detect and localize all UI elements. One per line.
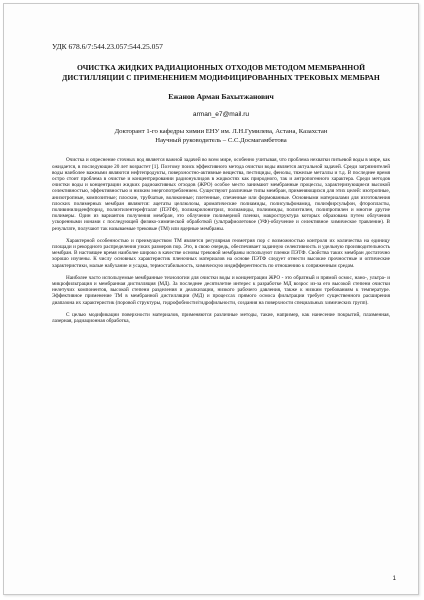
author-affiliation: Докторант 1-го кафедры химии ЕНУ им. Л.Н.Гумилева, Астана, Казахстан (114, 128, 328, 136)
scientific-advisor: Научный руководитель – С.С.Досмагамбетова (155, 136, 287, 144)
page-number: 1 (392, 576, 396, 582)
paper-title: ОЧИСТКА ЖИДКИХ РАДИАЦИОННЫХ ОТХОДОВ МЕТОДОМ МЕМБРАННОЙ ДИСТИЛЛЯЦИИ С ПРИМЕНЕНИЕМ МОДИФИЦИРОВАННЫХ ТРЕКОВЫХ МЕМБРАН (62, 63, 380, 82)
page-content (52, 42, 390, 324)
author-name: Ежанов Арман Бахытжанович (168, 92, 274, 102)
document-page (3, 3, 419, 595)
udc-code: УДК 678.6/7:544.23.057:544.25.057 (52, 42, 163, 51)
body-paragraph: Характерной особенностью и преимуществом ТМ является регулярная геометрия пор с возможностью контроля их количества на единицу площади и рекордного распределения узких размеров пор. Это, в свою очередь, обеспечивает заданную селективность и удельную производительность мембран. В настоящее время наиболее широко в качестве основы трековой мембраны используют пленки ПЭТФ. Свойства таких мембран достаточно хорошо изучены. К числу основных характеристик пленочных материалов на основе ПЭТФ следует отнести высокие прочностные и оптические характеристики, малые набухание и усадка, термостабильность, химическую индифферентность по отношению к сопряженным средам. (52, 237, 390, 269)
author-email: arman_e7@mail.ru (192, 111, 250, 119)
body-paragraph: Наиболее часто используемые мембранные технологии для очистки воды и концентрации ЖРО - это обратный и прямой осмос, нано-, ультра- и микрофильтрация и мембранная дистилляция (МД). За последнее десятилетие интерес к разработке МД возрос из-за его высокой степени очистки нелетучих компонентов, высокой степени разделения и деалкизации, низкого рабочего давления, также к низким требованиям к температуре. Эффективное применение ТМ в мембранной дистилляции (МД) и процессах прямого осмоса фильтрации требует существенного расширения диапазона их характеристик (поровой структуры, гидрофобности/гидрофильности, создания на поверхности специальных химических групп). (52, 274, 390, 306)
body-paragraph: С целью модификации поверхности материалов, применяются различные методы, такие, например, как нанесение покрытий, плазменная, лазерная, радиационная обработка, (52, 311, 390, 325)
body-paragraph: Очистка и опреснение сточных вод является важной задачей во всем мире, особенно учитывая, что проблема нехватки питьевой воды в мире, как ожидается, в последующие 20 лет возрастет [1]. Поэтому поиск эффективного метода очистки воды является актуальной задачей. Среди загрязнителей воды наиболее важными являются нефтепродукты, поверхностно-активные вещества, пестициды, фенолы, тяжелые металлы и т.д. В последнее время остро стоит проблема в очистке и концентрировании радионуклидов в жидкостях как природного, так и антропогенного характера. Среди методов очистки воды и концентрации жидких радиоактивных отходов (ЖРО) особое место занимают мембранные процессы, характеризующиеся высокой селективностью, эффективностью и низким энергопотреблением. Существуют различные типы мембран, применяющихся для этих целей: изотропные, анизотропные, композитные; плоские, трубчатые, волоконные; плетенные, спеченные или формованные. Основными материалами для изготовления плоских полимерных мембран являются: ацетаты целлюлозы, ароматические полиамиды, полисульфонамид, полиэфирсульфон, фторопласты, поливинилиденфторид, полиэтилентерефталат (ПЭТФ), полиакрилонитрил, полиамиды, полиимиды, полиэтилен, полипропилен и многие другие полимеры. Один из вариантов получения мембран, это облучение полимерной пленки, макроструктура которых образована путем облучения ускоренными ионами с последующей физико-химической обработкой (ультрафиолетовое (УФ)-облучение и селективное химическое травление). В результате, получают так называемые трековые (ТМ) или ядерные мембраны. (52, 157, 390, 232)
